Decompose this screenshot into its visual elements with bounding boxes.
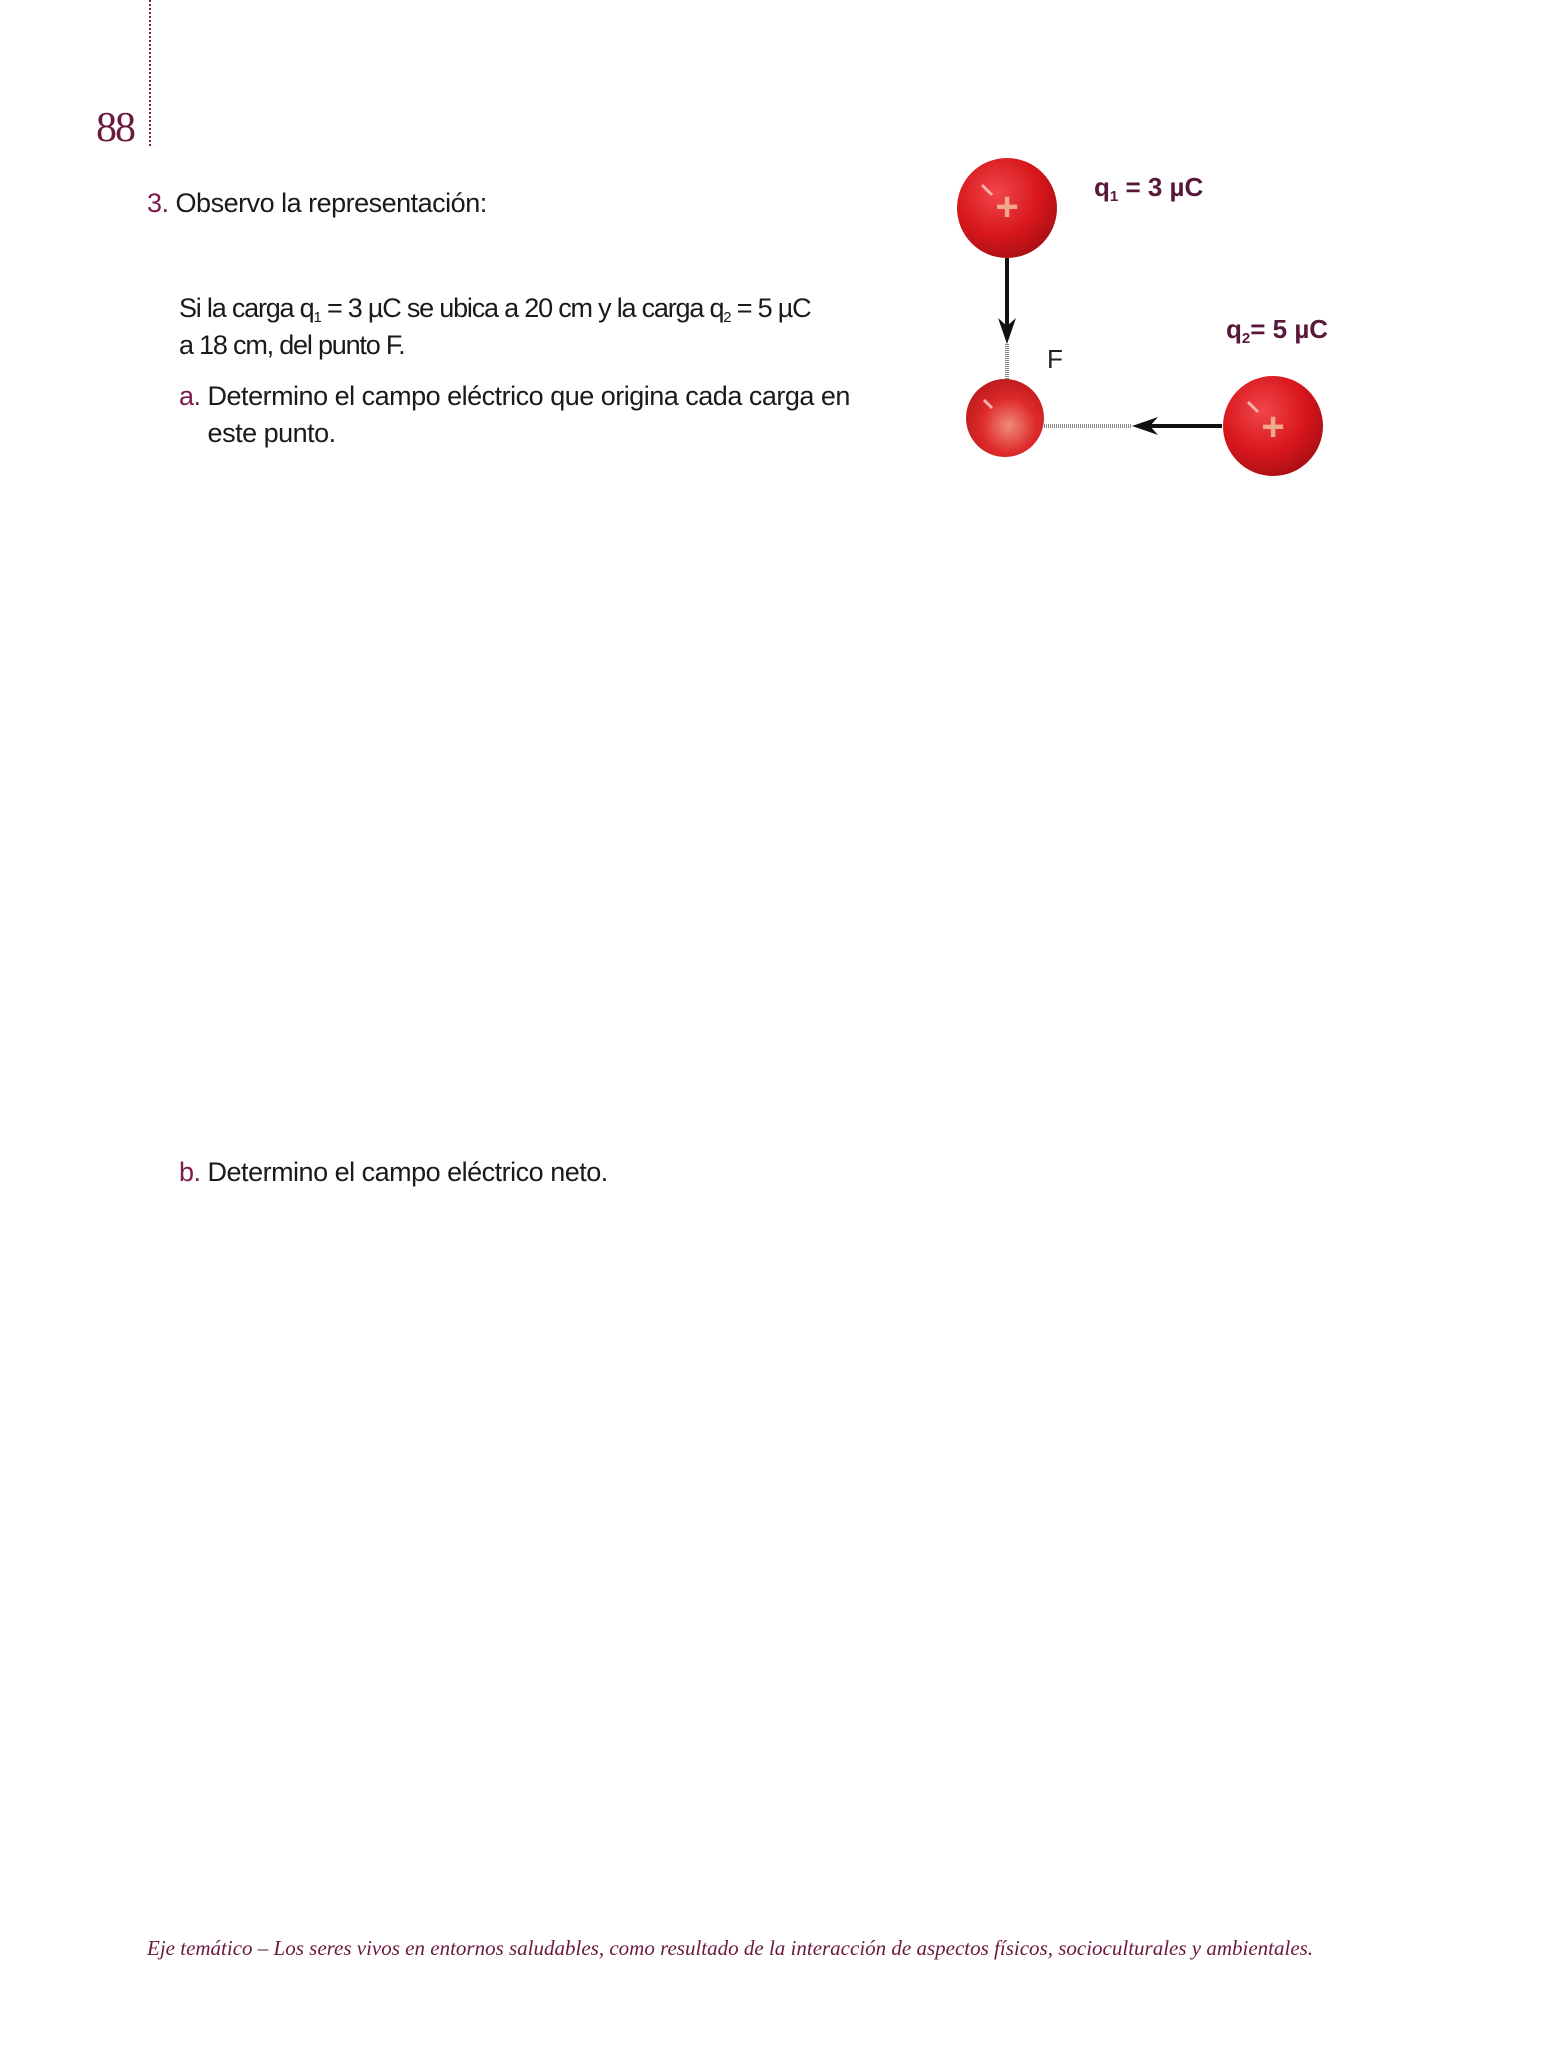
q1-label <box>1094 172 1203 203</box>
statement-text: Si la carga q <box>179 293 314 323</box>
page-number: 88 <box>96 105 134 151</box>
label-text: q <box>1094 172 1110 202</box>
q2-label <box>1226 314 1328 345</box>
question-text: Determino el campo eléctrico que origina cada carga en este punto. <box>207 381 850 448</box>
exercise-number: 3. <box>147 188 169 218</box>
margin-dotted-line <box>149 0 151 146</box>
statement-text: a 18 cm, del punto F. <box>179 330 405 360</box>
footer-thematic-axis: Eje temático – Los seres vivos en entornos saludables, como resultado de la interacción de aspectos físicos, socioculturales y ambientales. <box>147 1936 1314 1960</box>
question-b <box>179 1154 608 1191</box>
charge-q2 <box>1223 376 1323 476</box>
exercise-title: Observo la representación: <box>175 188 487 218</box>
statement-text: = 3 µC se ubica a 20 cm y la carga q <box>320 293 724 323</box>
question-text: Determino el campo eléctrico neto. <box>207 1157 608 1187</box>
plus-icon: + <box>1261 405 1285 449</box>
statement-text: = 5 µC <box>730 293 811 323</box>
label-text: q <box>1226 314 1242 344</box>
exercise-statement <box>179 290 879 364</box>
field-arrow-q2 <box>1044 417 1222 435</box>
question-a <box>179 378 879 452</box>
plus-icon: + <box>995 185 1019 229</box>
subscript: 2 <box>1241 330 1251 347</box>
label-text: = 5 µC <box>1250 314 1329 344</box>
question-letter: b. <box>179 1157 201 1187</box>
field-arrow-q1 <box>998 258 1016 380</box>
point-f-sphere <box>966 379 1044 457</box>
exercise-heading <box>147 185 487 222</box>
label-text: = 3 µC <box>1118 172 1204 202</box>
charge-q1 <box>957 158 1057 258</box>
point-f-label: F <box>1047 344 1063 374</box>
subscript: 1 <box>313 309 321 326</box>
question-letter: a. <box>179 381 201 411</box>
subscript: 2 <box>723 309 731 326</box>
subscript: 1 <box>1109 188 1119 205</box>
